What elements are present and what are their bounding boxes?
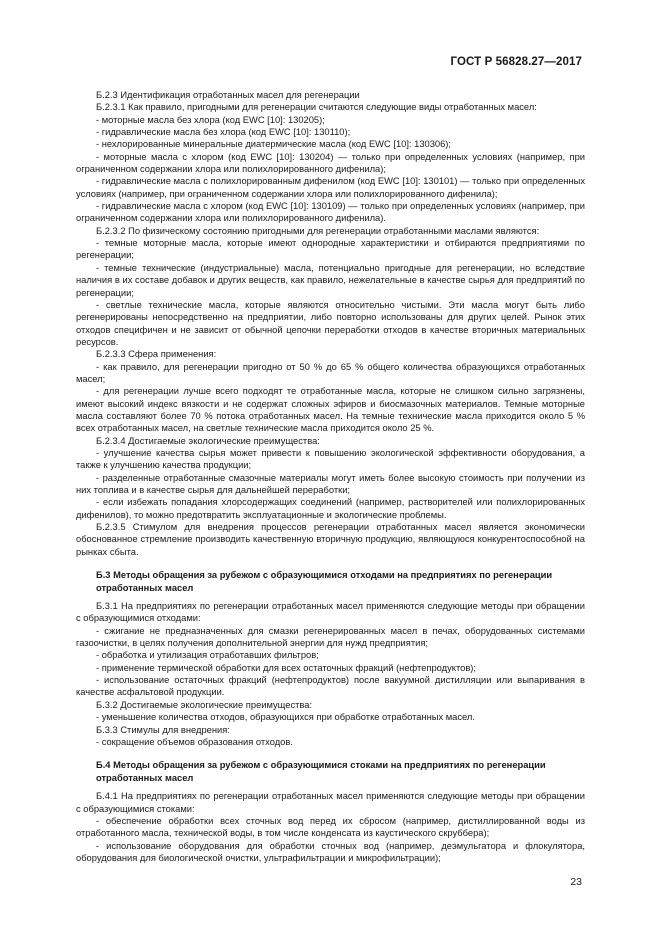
paragraph: - моторные масла с хлором (код EWC [10]: 130204) — только при определенных условиях (например, при ограниченном содержании хлора или полихлорированного дифенила); [76, 151, 585, 175]
section-heading: Б.4 Методы обращения за рубежом с образующимися стоками на предприятиях по регенерации отработанных масел [96, 760, 546, 783]
paragraph: Б.2.3.2 По физическому состоянию пригодными для регенерации отработанными маслами являются: [96, 225, 540, 236]
paragraph: - разделенные отработанные смазочные материалы могут иметь более высокую стоимость при получении из них топлива и в качестве сырья для дальнейшей переработки; [76, 472, 585, 495]
paragraph: - как правило, для регенерации пригодно от 50 % до 65 % общего количества образующихся отработанных масел; [76, 361, 585, 384]
paragraph: - использование остаточных фракций (нефтепродуктов) после вакуумной дистилляции или выпаривания в качестве асфальтовой продукции. [76, 675, 585, 698]
paragraph: - обработка и утилизация отработавших фильтров; [96, 650, 319, 661]
paragraph: - сжигание не предназначенных для смазки регенерированных масел в печах, оборудованных системами газоочистки, в целях получения дополнительной энергии для нужд предприятия; [76, 625, 585, 649]
paragraph: - темные моторные масла, которые имеют однородные характеристики и отбираются предприятиями по регенерации; [76, 238, 585, 261]
paragraph: - темные технические (индустриальные) масла, потенциально пригодные для регенерации, но вследствие наличия в их составе добавок и других веществ, как правило, нежелательные в качестве сырья для предприятий по регенерации; [76, 262, 585, 298]
standard-header: ГОСТ Р 56828.27—2017 [450, 56, 582, 68]
paragraph: Б.3.3 Стимулы для внедрения: [96, 724, 230, 735]
paragraph: Б.2.3.1 Как правило, пригодными для регенерации считаются следующие виды отработанных масел: [96, 102, 537, 113]
paragraph: - использование оборудования для обработки сточных вод (например, деэмульгатора и флокулятора, оборудования для биологической очистки, ультрафильтрации и микрофильтрации); [76, 840, 585, 863]
paragraph: Б.2.3 Идентификация отработанных масел для регенерации [96, 90, 360, 100]
paragraph: Б.2.3.5 Стимулом для внедрения процессов регенерации отработанных масел является экономически обоснованное стремление производить качественную вторичную продукцию, являющуюся конкурентоспособной на рынках сбыта. [76, 522, 585, 557]
paragraph: Б.2.3.3 Сфера применения: [96, 349, 217, 360]
paragraph: - гидравлические масла без хлора (код EWC [10]: 130110); [96, 127, 351, 138]
section-heading: Б.3 Методы обращения за рубежом с образующимися отходами на предприятиях по регенерации отработанных масел [96, 570, 553, 593]
paragraph: - нехлорированные минеральные диатермические масла (код EWC [10]: 130306); [96, 139, 452, 150]
paragraph: Б.3.2 Достигаемые экологические преимущества: [96, 699, 313, 710]
paragraph: - для регенерации лучше всего подходят те отработанные масла, которые не слишком сильно загрязнены, имеют высокий индекс вязкости и не содержат сложных эфиров и биосмазочных материалов. Темные моторные масла составляют более 70 % потока отработанных масел. На темные технические масла приходится около 5 % всех отработанных масел, на светлые технические масла приходится около 25 %. [76, 386, 585, 434]
page-number: 23 [570, 876, 582, 888]
paragraph: Б.4.1 На предприятиях по регенерации отработанных масел применяются следующие методы при обращении с образующимися стоками: [76, 791, 585, 814]
paragraph: - сокращение объемов образования отходов. [96, 736, 293, 747]
paragraph: - применение термической обработки для всех остаточных фракций (нефтепродуктов); [96, 662, 476, 673]
paragraph: - светлые технические масла, которые являются относительно чистыми. Эти масла могут быть либо регенерированы непосредственно на предприятии, либо повторно использованы для других целей. Рынок этих отходов специфичен и не зависит от обычной цепочки переработки отходов в качестве вторичных материальных ресурсов. [76, 299, 585, 347]
document-body [76, 89, 585, 864]
paragraph: Б.3.1 На предприятиях по регенерации отработанных масел применяются следующие методы при обращении с образующимися отходами: [76, 601, 585, 624]
paragraph: - обеспечение обработки всех сточных вод перед их сбросом (например, дистиллированной воды из отработанного масла, технической воды, в том числе конденсата из каустического скруббера); [76, 815, 585, 839]
paragraph: - уменьшение количества отходов, образующихся при обработке отработанных масел. [96, 712, 475, 723]
paragraph: - моторные масла без хлора (код EWC [10]: 130205); [96, 114, 325, 125]
paragraph: - гидравлические масла с хлором (код EWC [10]: 130109) — только при определенных условиях (например, при ограниченном содержании хлора или полихлорированного дифенила). [76, 201, 585, 224]
paragraph: Б.2.3.4 Достигаемые экологические преимущества: [96, 435, 320, 446]
paragraph: - гидравлические масла с полихлорированным дифенилом (код EWC [10]: 130101) — только при определенных условиях (например, при ограниченном содержании хлора или полихлорированного дифенила); [76, 176, 585, 199]
paragraph: - если избежать попадания хлорсодержащих соединений (например, растворителей или полихлорированных дифенилов), то можно предотвратить эксплуатационные и экологические проблемы. [76, 497, 585, 520]
paragraph: - улучшение качества сырья может привести к повышению экологической эффективности оборудования, а также к улучшению качества продукции; [76, 447, 585, 471]
